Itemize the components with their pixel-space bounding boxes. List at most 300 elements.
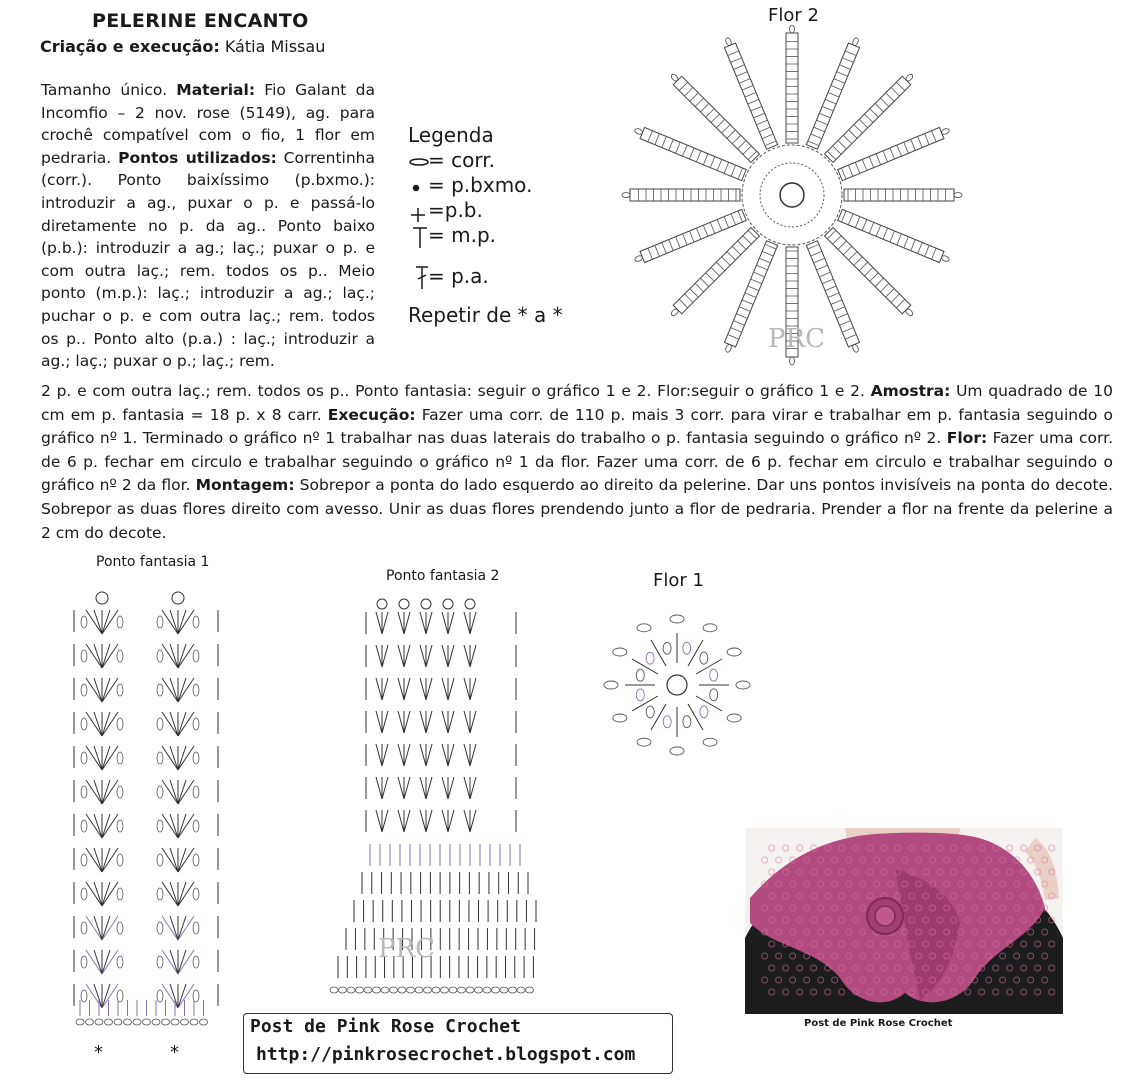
pf1-shell-stitch	[102, 848, 118, 872]
pf2-base-chain	[432, 987, 440, 993]
pf1-shell-stitch	[170, 814, 178, 838]
flor2-stitch	[683, 234, 688, 245]
flor1-chain-loop	[727, 648, 741, 656]
pf1-shell-stitch	[102, 916, 110, 940]
pf1-shell-stitch	[162, 848, 178, 872]
flor2-stitch	[762, 251, 773, 256]
flor1-inner-loop	[700, 706, 708, 718]
pf1-shell-stitch	[94, 916, 102, 940]
pf1-shell-stitch	[178, 814, 194, 838]
pf1-shell-stitch	[178, 882, 186, 906]
flor2-stitch	[754, 113, 765, 118]
pf1-shell-stitch	[178, 916, 194, 940]
pf1-chain	[193, 650, 199, 662]
pf1-shell-stitch	[178, 882, 194, 906]
pf2-base-chain	[356, 987, 364, 993]
pf1-base-chain	[86, 1019, 94, 1025]
pf1-rows	[74, 592, 218, 1025]
pf2-shell-stitch	[376, 678, 382, 700]
flor1-chain-loop	[613, 648, 627, 656]
flor2-stitch	[834, 79, 845, 84]
pf1-chain	[193, 854, 199, 866]
flor2-stitch	[854, 125, 862, 133]
pf2-label: Ponto fantasia 2	[386, 568, 500, 584]
post-credit-url[interactable]: http://pinkrosecrochet.blogspot.com	[256, 1044, 636, 1065]
pf2-shell-stitch	[376, 810, 382, 832]
pf1-chain	[81, 786, 87, 798]
flor1-inner-loop	[636, 669, 644, 681]
flor2-stitch	[891, 88, 899, 96]
pf2-base-chain	[364, 987, 372, 993]
flor2-stitch	[738, 168, 743, 179]
pf1-shell-stitch	[178, 644, 194, 668]
pf2-shell-stitch	[404, 744, 410, 766]
pf1-shell-stitch	[86, 610, 102, 634]
flor1-chain-loop	[613, 714, 627, 722]
pf1-shell-stitch	[178, 644, 186, 668]
flor2-stitch	[822, 106, 833, 111]
pf1-shell-stitch	[178, 916, 186, 940]
pf1-shell-stitch	[178, 814, 186, 838]
pf2-shell-stitch	[442, 645, 448, 667]
flor2-petal-outline	[825, 228, 911, 314]
flor2-stitch	[732, 246, 740, 254]
flor2-petal	[668, 71, 760, 163]
pf2-shell-stitch	[382, 744, 388, 766]
pf1-shell-stitch	[178, 610, 194, 634]
pf2-shell-stitch	[382, 645, 388, 667]
flor2-stitch	[669, 240, 674, 251]
flor1-chain-loop	[727, 714, 741, 722]
pf1-chain	[157, 616, 163, 628]
flor1-inner-loop	[710, 669, 718, 681]
flor2-stitch	[743, 146, 751, 154]
pf1-base-chain	[181, 1019, 189, 1025]
pf2-shell-stitch	[470, 645, 476, 667]
flor2-petal-outline	[786, 33, 798, 143]
pf2-shell-stitch	[470, 678, 476, 700]
pf1-star-right: *	[170, 1042, 179, 1060]
pf2-shell-stitch	[404, 678, 410, 700]
flor2-stitch	[733, 321, 744, 326]
pf1-base-chain	[143, 1019, 151, 1025]
flor2-stitch	[733, 65, 744, 70]
pf1-chart	[60, 580, 235, 1060]
pf1-shell-stitch	[178, 678, 194, 702]
pf1-shell-stitch	[102, 712, 110, 736]
flor2-stitch	[679, 82, 687, 90]
flor2-stitch	[731, 328, 742, 333]
flor2-petal	[825, 228, 917, 320]
pf2-shell-stitch	[404, 612, 410, 634]
pf2-shell-stitch	[382, 810, 388, 832]
flor2-stitch	[845, 335, 856, 340]
flor2-middle-ring	[760, 163, 824, 227]
pf1-shell-stitch	[170, 678, 178, 702]
pf1-chain	[193, 616, 199, 628]
flor2-stitch	[739, 307, 750, 312]
pf1-shell-stitch	[170, 610, 178, 634]
flor2-stitch	[728, 335, 739, 340]
flor2-stitch	[716, 119, 724, 127]
flor1-inner-loop	[663, 642, 671, 654]
intro-text-1: Tamanho único.	[41, 81, 177, 99]
flor2-stitch	[838, 141, 846, 149]
photo-flower-center	[875, 906, 895, 926]
pf2-shell-stitch	[426, 810, 432, 832]
pf2-shell-stitch	[442, 711, 448, 733]
flor2-stitch	[904, 237, 909, 248]
pf2-shell-stitch	[442, 612, 448, 634]
flor2-stitch	[710, 222, 715, 233]
pf1-shell-stitch	[102, 746, 110, 770]
pf1-chain	[157, 888, 163, 900]
pf2-shell-stitch	[398, 777, 404, 799]
pf1-shell-stitch	[86, 950, 102, 974]
pf1-shell-stitch	[162, 984, 178, 1008]
legend-label-dot: = p.bxmo.	[428, 173, 533, 197]
flor1-stitch	[632, 659, 658, 674]
pf1-shell-stitch	[162, 746, 178, 770]
pf2-shell-stitch	[420, 777, 426, 799]
pf2-shell-stitch	[464, 810, 470, 832]
pf2-shell-stitch	[464, 612, 470, 634]
flor2-petal-tip	[725, 37, 733, 46]
credits-value: Kátia Missau	[219, 37, 326, 56]
flor2-stitch	[743, 236, 751, 244]
legend	[408, 123, 563, 328]
pf1-shell-stitch	[86, 882, 102, 906]
pf1-shell-stitch	[94, 678, 102, 702]
pf1-chain	[157, 684, 163, 696]
flor2-petal	[825, 71, 917, 163]
pf1-shell-stitch	[86, 644, 102, 668]
flor2-stitch	[833, 146, 841, 154]
flor2-stitch	[825, 99, 836, 104]
pf2-shell-stitch	[448, 678, 454, 700]
pf1-shell-stitch	[86, 712, 102, 736]
flor2-stitch	[808, 141, 819, 146]
flor2-petal-tip	[790, 357, 795, 365]
flor1-label: Flor 1	[653, 570, 704, 591]
flor2-stitch	[706, 273, 714, 281]
pf2-watermark: PRC	[378, 934, 435, 964]
pf1-chain	[193, 956, 199, 968]
pf1-base-chain	[105, 1019, 113, 1025]
flor2-stitch	[841, 211, 846, 222]
flor2-stitch	[739, 79, 750, 84]
flor1-inner-loop	[700, 652, 708, 664]
flor2-stitch	[695, 283, 703, 291]
pf1-chain	[117, 752, 123, 764]
body-text-5: Sobrepor a ponta do lado esquerdo ao direito da pelerine. Dar uns pontos invisíveis na ponta do decote. Sobrepor as duas flores direito com avesso. Unir as duas flores prendendo junto a flor de pedraria. Prender a flor na frente da pelerine a 2 cm do decote.	[41, 476, 1113, 542]
flor2-stitch	[896, 299, 904, 307]
pf1-shell-stitch	[102, 848, 110, 872]
pf1-shell-stitch	[178, 746, 186, 770]
pf1-shell-stitch	[170, 916, 178, 940]
flor2-stitch	[862, 219, 867, 230]
flor1-inner-loop	[646, 706, 654, 718]
pf2-shell-stitch	[420, 810, 426, 832]
flor2-center-ring	[780, 183, 804, 207]
flor2-stitch	[811, 251, 822, 256]
pf1-chain	[81, 922, 87, 934]
flor2-stitch	[727, 130, 735, 138]
pf2-shell-stitch	[382, 711, 388, 733]
flor2-stitch	[711, 114, 719, 122]
flor1-chart	[592, 600, 762, 770]
pf1-chain	[157, 820, 163, 832]
flor2-stitch	[696, 228, 701, 239]
flor2-stitch	[676, 237, 681, 248]
pf2-picot	[443, 599, 453, 609]
pf1-chain	[81, 718, 87, 730]
flor2-stitch	[732, 135, 740, 143]
flor2-stitch	[891, 294, 899, 302]
flor2-stitch	[875, 278, 883, 286]
flor2-stitch	[717, 159, 722, 170]
flor2-chart	[620, 25, 970, 370]
flor2-stitch	[648, 248, 653, 259]
pf2-shell-stitch	[464, 777, 470, 799]
flor2-stitch	[731, 165, 736, 176]
pf2-shell-stitch	[376, 711, 382, 733]
pf2-base-chain	[492, 987, 500, 993]
intro-paragraph	[41, 79, 375, 373]
legend-item-dc	[408, 264, 563, 289]
pf2-base-chain	[381, 987, 389, 993]
pf2-picot	[421, 599, 431, 609]
pf2-shell-stitch	[426, 744, 432, 766]
flor2-petal-outline	[673, 228, 759, 314]
pf1-chain	[81, 956, 87, 968]
pf2-base-chain	[517, 987, 525, 993]
flor2-stitch	[864, 114, 872, 122]
credits	[40, 37, 325, 56]
pf2-picot	[465, 599, 475, 609]
flor2-stitch	[845, 51, 856, 56]
flor2-stitch	[838, 241, 846, 249]
pf1-chain	[157, 990, 163, 1002]
flor2-stitch	[854, 257, 862, 265]
flor2-stitch	[745, 293, 756, 298]
flor2-stitch	[822, 279, 833, 284]
flor2-petal-tip	[941, 255, 950, 263]
legend-label-dc: = p.a.	[428, 264, 489, 288]
pf1-chain	[157, 718, 163, 730]
pf1-shell-stitch	[94, 984, 102, 1008]
pf1-shell-stitch	[102, 916, 118, 940]
pf1-shell-stitch	[102, 814, 118, 838]
flor2-stitch	[864, 267, 872, 275]
flor2-stitch	[925, 245, 930, 256]
pf2-shell-stitch	[382, 678, 388, 700]
pf2-picot	[399, 599, 409, 609]
pf1-base-chain	[200, 1019, 208, 1025]
pf2-shell-stitch	[470, 711, 476, 733]
pf1-shell-stitch	[162, 780, 178, 804]
flor2-stitch	[816, 120, 827, 125]
pf1-shell-stitch	[178, 780, 186, 804]
pf2-shell-stitch	[376, 777, 382, 799]
flor2-stitch	[710, 157, 715, 168]
flor2-stitch	[700, 278, 708, 286]
flor2-petal	[844, 189, 962, 201]
pf2-shell-stitch	[448, 777, 454, 799]
pf2-shell-stitch	[398, 810, 404, 832]
flor2-stitch	[711, 267, 719, 275]
flor2-stitch	[731, 214, 736, 225]
flor1-chain-loop	[703, 624, 717, 632]
flor2-stitch	[679, 299, 687, 307]
flor2-stitch	[648, 131, 653, 142]
flor1-chain-loop	[637, 624, 651, 632]
flor2-petal	[622, 189, 740, 201]
flor2-stitch	[690, 289, 698, 297]
montagem-label: Montagem:	[195, 476, 295, 495]
flor1-inner-loop	[683, 716, 691, 728]
flor2-stitch	[848, 214, 853, 225]
pf1-shell-stitch	[178, 746, 194, 770]
flor2-petal-tip	[941, 128, 950, 136]
flor1-chain-loop	[637, 738, 651, 746]
pf2-base-chain	[415, 987, 423, 993]
flor2-stitch	[859, 119, 867, 127]
pf1-chain	[81, 990, 87, 1002]
pf1-chain	[193, 820, 199, 832]
pf2-shell-stitch	[404, 777, 410, 799]
flor1-inner-loop	[710, 689, 718, 701]
pf2-shell-stitch	[426, 645, 432, 667]
post-credit-title: Post de Pink Rose Crochet	[250, 1016, 521, 1037]
flor2-petal-outline	[673, 76, 759, 162]
pf2-base-chain	[347, 987, 355, 993]
flor2-stitch	[736, 72, 747, 77]
pf2-shell-stitch	[442, 678, 448, 700]
pf1-chain	[81, 684, 87, 696]
flor1-center-ring	[667, 675, 687, 695]
pf1-shell-stitch	[86, 984, 102, 1008]
pf2-shell-stitch	[448, 612, 454, 634]
pf1-shell-stitch	[102, 984, 118, 1008]
flor2-stitch	[689, 231, 694, 242]
pf1-shell-stitch	[102, 644, 110, 668]
pf2-shell-stitch	[448, 744, 454, 766]
pf2-shell-stitch	[464, 678, 470, 700]
flor2-stitch	[837, 72, 848, 77]
flor2-stitch	[762, 134, 773, 139]
pf1-shell-stitch	[102, 746, 118, 770]
flor2-stitch	[886, 289, 894, 297]
body-paragraph	[41, 380, 1113, 545]
pf2-shell-stitch	[398, 678, 404, 700]
flor2-stitch	[756, 265, 767, 270]
pf1-shell-stitch	[162, 610, 178, 634]
pf2-base-chain	[483, 987, 491, 993]
pf1-shell-stitch	[86, 916, 102, 940]
pf2-rows	[330, 599, 540, 993]
pf1-shell-stitch	[178, 848, 194, 872]
flor2-stitch	[742, 86, 753, 91]
pf1-base-chain	[162, 1019, 170, 1025]
flor2-stitch	[839, 65, 850, 70]
pf2-shell-stitch	[464, 645, 470, 667]
pf2-chart	[320, 592, 540, 1002]
pf1-shell-stitch	[162, 712, 178, 736]
flor2-stitch	[932, 131, 937, 142]
flor2-stitch	[662, 242, 667, 253]
flor1-stitches	[604, 615, 750, 755]
pf1-shell-stitch	[86, 678, 102, 702]
flor2-petal	[786, 25, 798, 143]
pf1-shell-stitch	[102, 712, 118, 736]
flor2-stitch	[837, 314, 848, 319]
pf2-shell-stitch	[448, 645, 454, 667]
flor2-stitch	[890, 148, 895, 159]
flor2-stitch	[716, 262, 724, 270]
pf1-chain	[81, 616, 87, 628]
flor2-stitch	[728, 51, 739, 56]
flor2-stitch	[925, 134, 930, 145]
flor1-chain-loop	[670, 615, 684, 623]
pf1-chain	[193, 786, 199, 798]
flor2-stitch	[748, 286, 759, 291]
pf2-shell-stitch	[376, 612, 382, 634]
flor2-stitch	[883, 228, 888, 239]
pf1-shell-stitch	[102, 814, 110, 838]
pf2-shell-stitch	[426, 678, 432, 700]
flor2-stitch	[828, 92, 839, 97]
flor2-stitch	[683, 145, 688, 156]
flor2-stitch	[655, 134, 660, 145]
pf1-chain	[117, 956, 123, 968]
flor2-stitch	[897, 145, 902, 156]
pf2-base-chain	[500, 987, 508, 993]
pf1-shell-stitch	[94, 780, 102, 804]
pf1-chain	[193, 718, 199, 730]
pf1-shell-stitch	[178, 610, 186, 634]
flor2-stitch	[842, 58, 853, 63]
flor2-petal	[838, 124, 952, 180]
pf1-base-chain	[152, 1019, 160, 1025]
pf2-shell-stitch	[470, 810, 476, 832]
pf2-base-chain	[407, 987, 415, 993]
pf1-chain	[193, 922, 199, 934]
pf1-chain	[117, 888, 123, 900]
pf2-base-chain	[458, 987, 466, 993]
pf1-shell-stitch	[178, 984, 194, 1008]
pf2-base-chain	[330, 987, 338, 993]
flor2-stitch	[876, 154, 881, 165]
pf1-chain	[81, 888, 87, 900]
pf1-shell-stitch	[102, 610, 110, 634]
flor2-stitch	[738, 241, 746, 249]
pf2-shell-stitch	[404, 810, 410, 832]
flor1-inner-loop	[646, 652, 654, 664]
flor2-stitch	[886, 93, 894, 101]
flor2-stitch	[765, 141, 776, 146]
flor2-stitch	[819, 272, 830, 277]
pf2-shell-stitch	[398, 645, 404, 667]
pf1-shell-stitch	[178, 780, 194, 804]
flor2-stitch	[918, 242, 923, 253]
flor2-stitch	[869, 157, 874, 168]
flor2-stitch	[831, 300, 842, 305]
pf2-base-chain	[449, 987, 457, 993]
pf1-shell-stitch	[162, 916, 178, 940]
pf1-shell-stitch	[102, 882, 110, 906]
pf1-shell-stitch	[178, 678, 186, 702]
